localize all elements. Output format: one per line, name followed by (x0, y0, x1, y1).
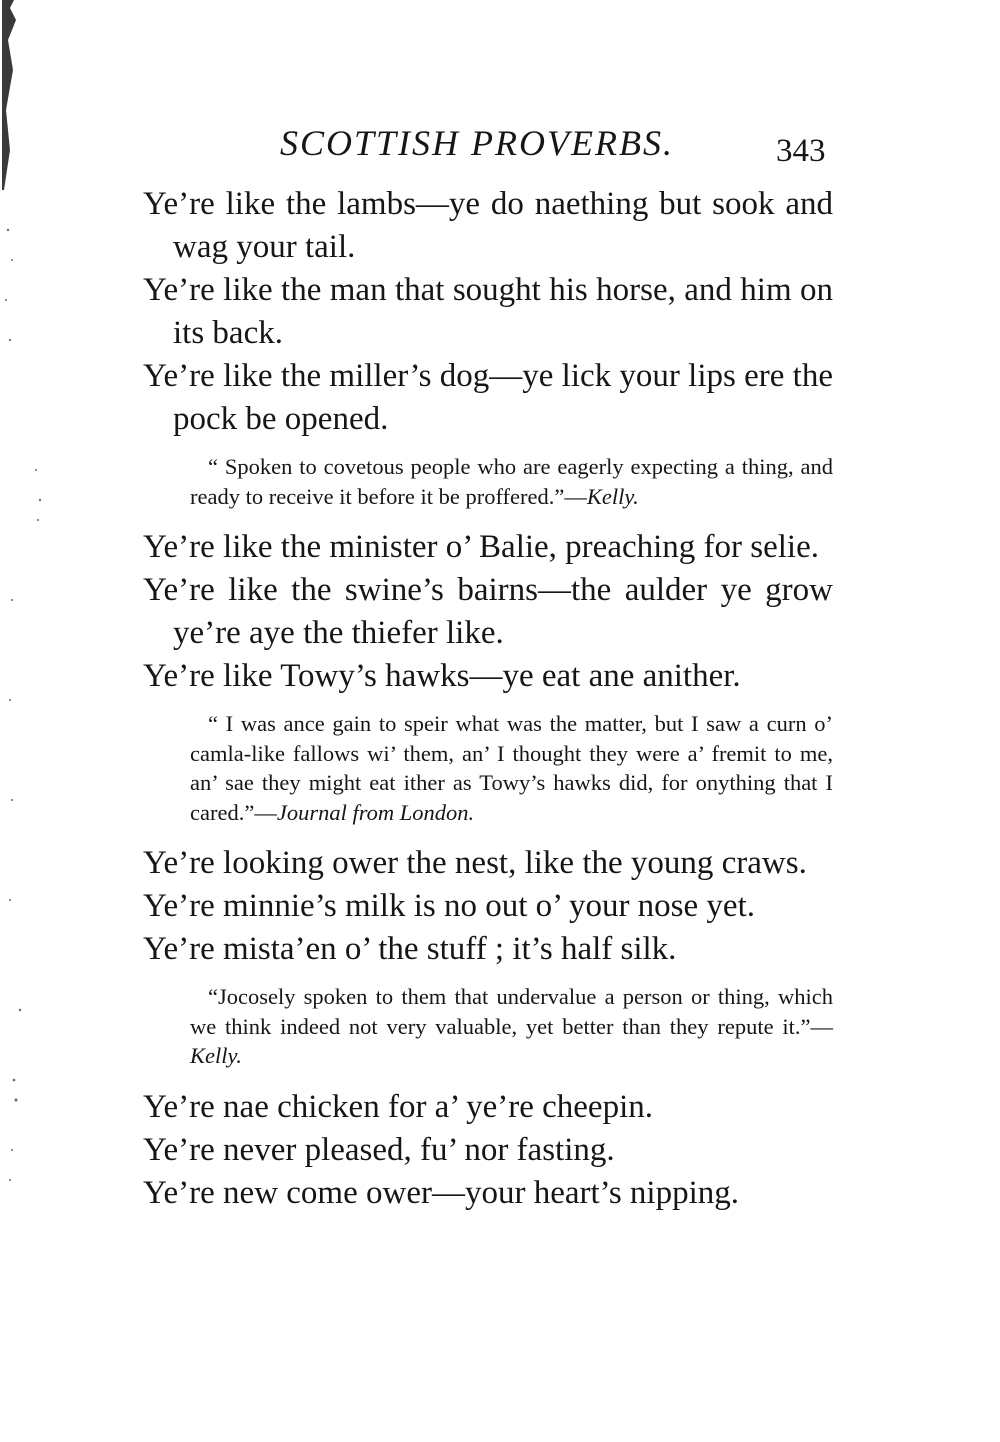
proverb-entry: Ye’re like the lambs—ye do naething but sook and wag your tail. (143, 186, 833, 265)
proverb-entry: Ye’re minnie’s milk is no out o’ your nose yet. (143, 888, 755, 924)
note-source: Kelly. (586, 483, 639, 509)
proverb-entry: Ye’re mista’en o’ the stuff ; it’s half silk. (143, 931, 677, 967)
note-text: “Jocosely spoken to them that undervalue a person or thing, which we think indeed not very valuable, yet better than they repute it.”— (190, 984, 833, 1039)
explanatory-note (190, 452, 833, 511)
proverb-entry: Ye’re never pleased, fu’ nor fasting. (143, 1131, 615, 1168)
proverb-entry: Ye’re looking ower the nest, like the young craws. (143, 845, 807, 881)
note-source: Kelly. (190, 1043, 242, 1068)
note-text: “ Spoken to covetous people who are eagerly expecting a thing, and ready to receive it before it be proffered.”— (190, 454, 833, 509)
explanatory-note (190, 982, 833, 1071)
note-source: Journal from London. (276, 799, 475, 825)
proverb-entry: Ye’re nae chicken for a’ ye’re cheepin. (143, 1088, 654, 1125)
explanatory-note (190, 709, 833, 827)
running-title: SCOTTISH PROVERBS. (280, 123, 674, 163)
proverb-entry: Ye’re like the swine’s bairns—the aulder ye grow ye’re aye the thiefer like. (143, 572, 833, 651)
proverb-entry: Ye’re like the man that sought his horse, and him on its back. (143, 272, 833, 351)
proverb-entry: Ye’re like the minister o’ Balie, preaching for selie. (143, 529, 819, 565)
proverb-entry: Ye’re like the miller’s dog—ye lick your lips ere the pock be opened. (143, 358, 833, 437)
proverb-entry: Ye’re new come ower—your heart’s nipping. (143, 1174, 739, 1211)
running-head (0, 118, 1000, 168)
note-text: “ I was ance gain to speir what was the matter, but I saw a curn o’ camla-like fallows wi’ them, an’ I thought they were a’ fremit to me, an’ sae they might eat ither as Towy’s hawks did, for onything that I cared.”— (190, 711, 833, 825)
proverb-list (143, 183, 833, 1215)
proverb-entry: Ye’re like Towy’s hawks—ye eat ane anither. (143, 658, 741, 694)
scan-edge-marks (0, 0, 60, 1442)
page-number: 343 (776, 133, 826, 169)
